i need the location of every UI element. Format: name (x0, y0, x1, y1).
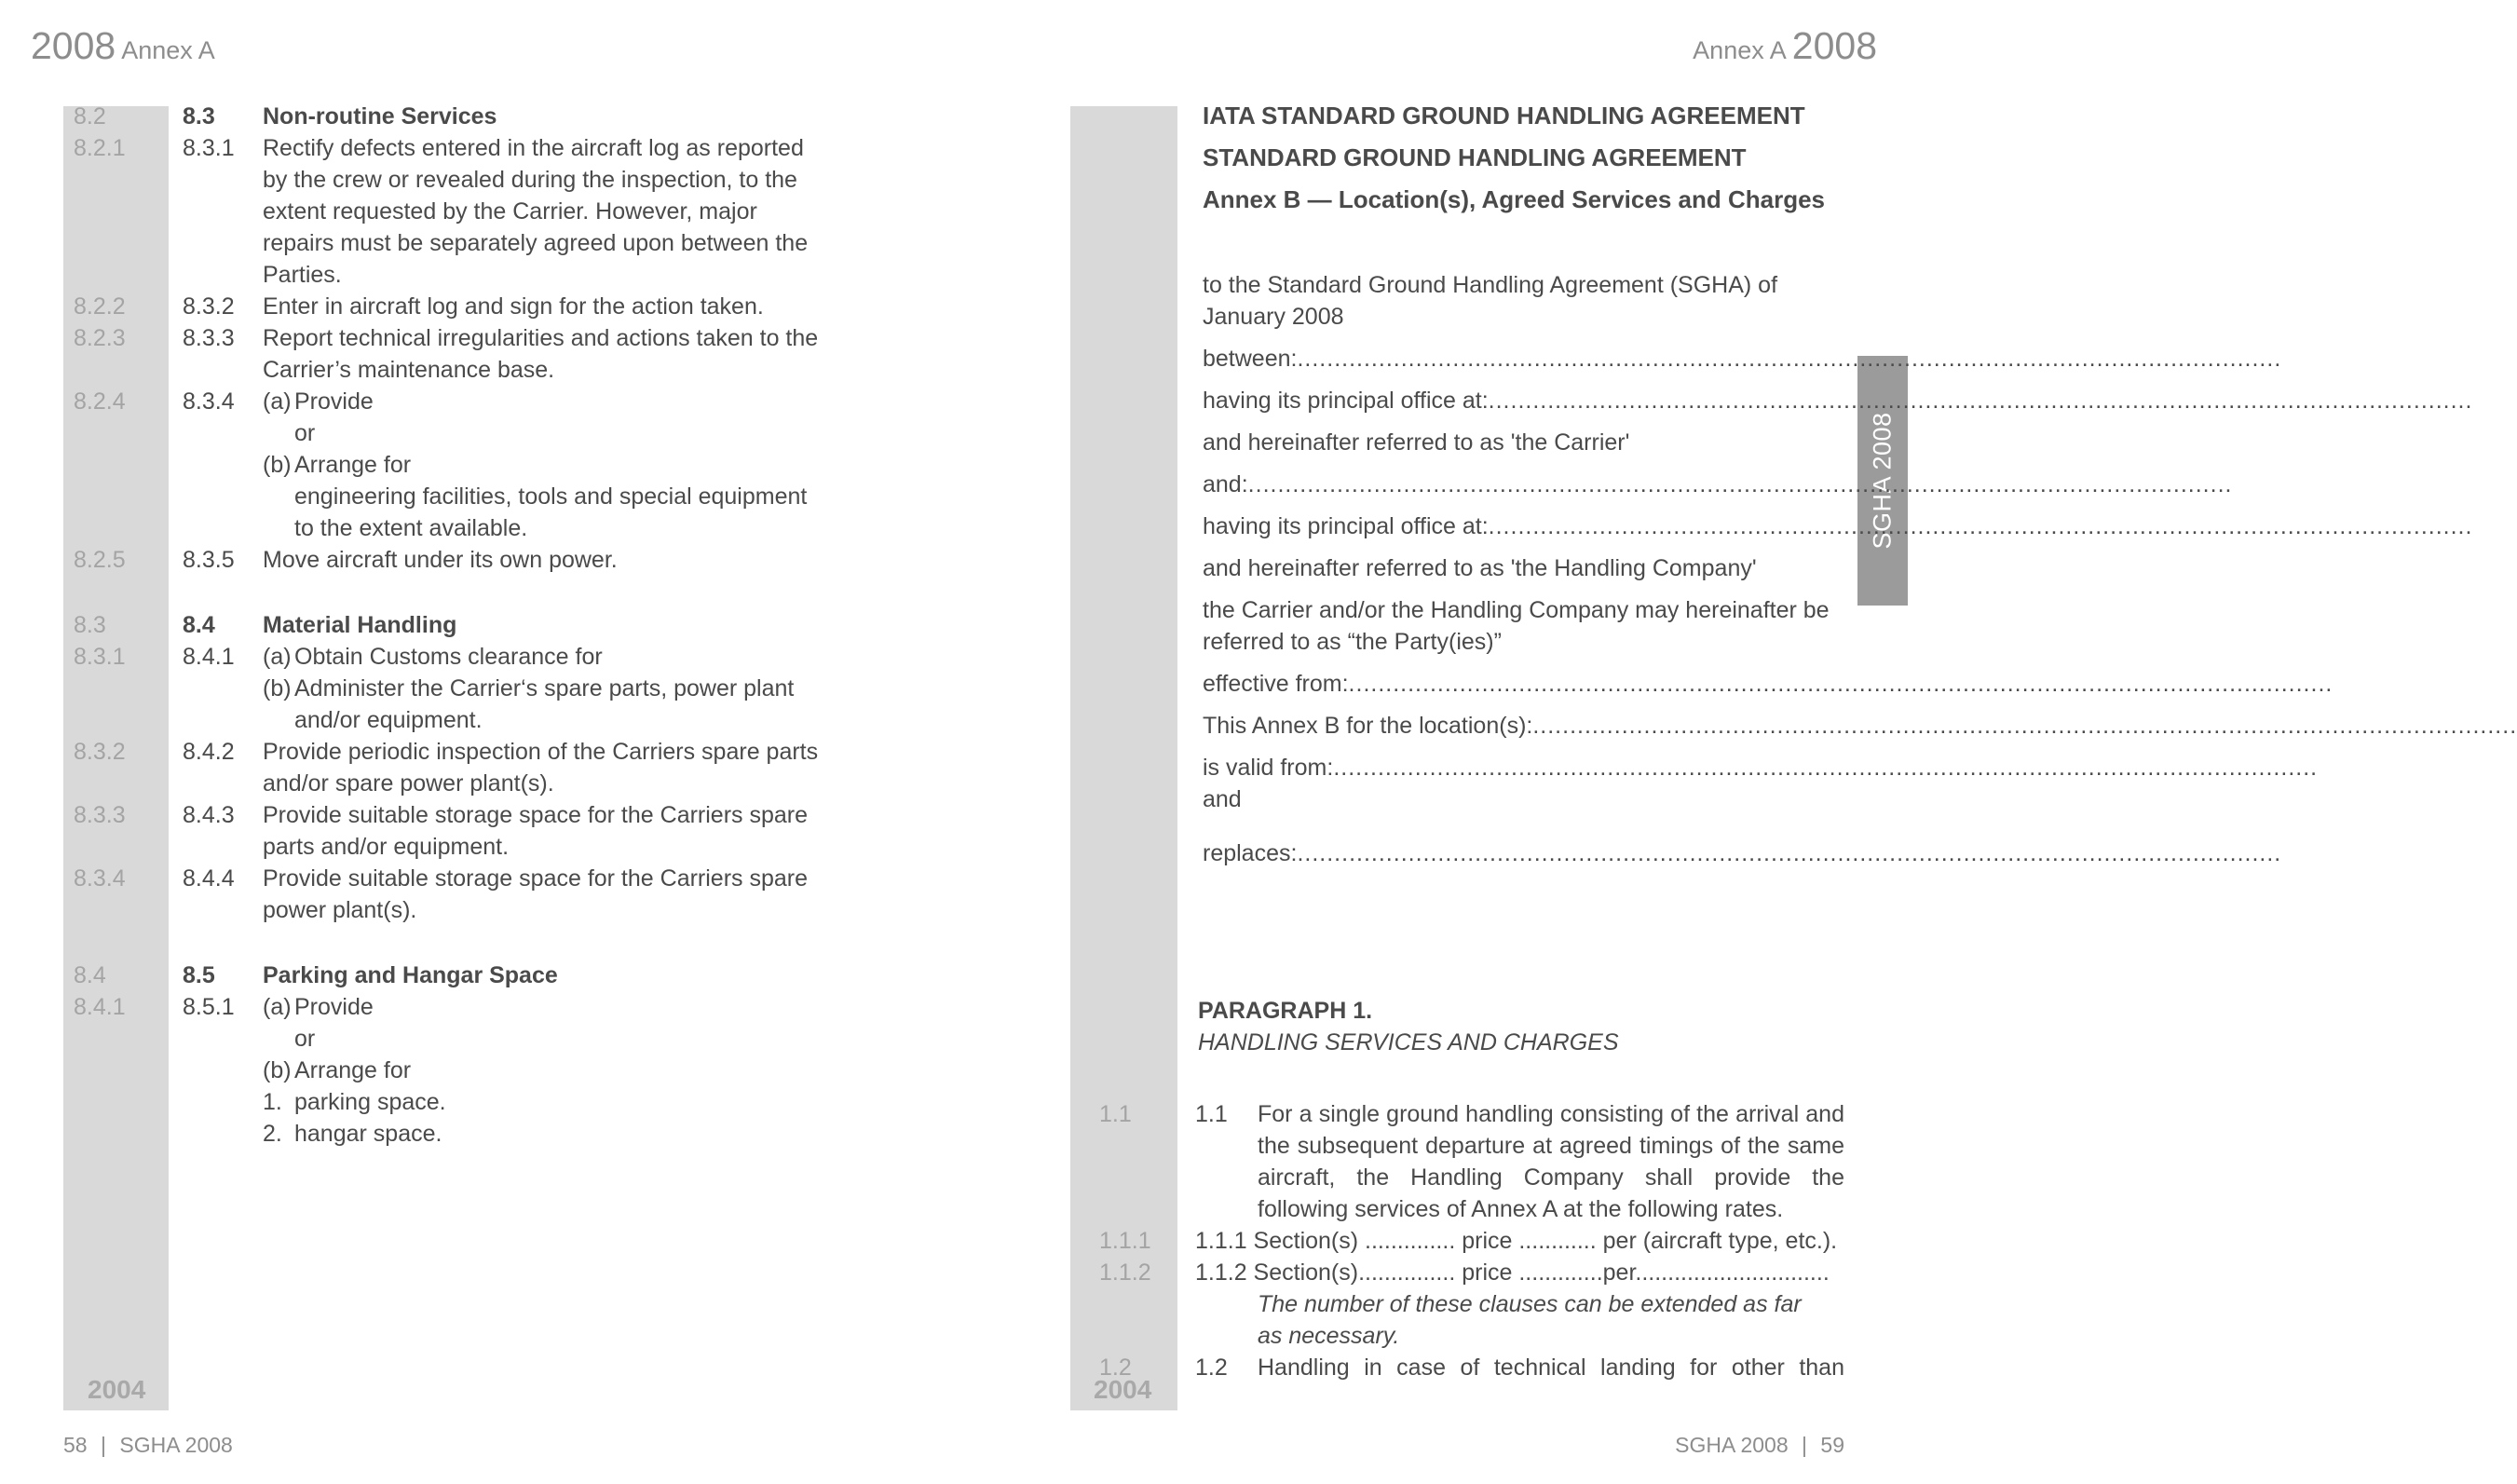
form-replaces-line: replaces: ..................................................................................................................................... (1203, 840, 2282, 866)
option-b: (b) Arrange for (263, 1057, 412, 1083)
section-title: Parking and Hangar Space (263, 962, 558, 988)
clause-number: 8.3.3 (183, 325, 235, 351)
paragraph-heading: PARAGRAPH 1. (1198, 998, 1373, 1024)
clause-text: Handling in case of technical landing for other than (1258, 1355, 1844, 1381)
form-office-line-2: having its principal office at: ..................................................................................................................................... (1203, 513, 2473, 539)
doc-title-sgha: STANDARD GROUND HANDLING AGREEMENT (1203, 143, 1747, 171)
clause-number: 8.3.2 (183, 293, 235, 320)
old-number: 1.1.2 (1099, 1259, 1151, 1286)
page-number: 59 (1820, 1433, 1844, 1457)
section-title: Non-routine Services (263, 103, 497, 129)
clause-text: Move aircraft under its own power. (263, 547, 618, 573)
form-intro: to the Standard Ground Handling Agreement (SGHA) of January 2008 (1203, 272, 1778, 330)
option-or: or (294, 420, 316, 446)
side-tab-label: SGHA 2008 (1868, 412, 1897, 550)
section-title: Material Handling (263, 612, 457, 638)
doc-title-iata: IATA STANDARD GROUND HANDLING AGREEMENT (1203, 102, 1805, 129)
old-number: 8.2.2 (74, 293, 126, 320)
list-item-1: 1. parking space. (263, 1089, 446, 1115)
old-number: 8.4 (74, 962, 106, 988)
old-number: 8.2.5 (74, 547, 126, 573)
clause-note-line-2: as necessary. (1258, 1323, 1400, 1349)
old-number: 8.3 (74, 612, 106, 638)
page-number: 58 (63, 1433, 88, 1457)
form-location-line: This Annex B for the location(s): ..................................................................................................................................... (1203, 713, 2517, 739)
right-gutter-year: 2004 (1094, 1375, 1152, 1404)
clause-note-line-1: The number of these clauses can be extended as far (1258, 1291, 1802, 1317)
header-year: 2008 (31, 24, 116, 67)
clause-text: Rectify defects entered in the aircraft log as reported by the crew or revealed during the inspection, to the extent requested by the Carrier. However, major repairs must be separately agreed upon between the Parties. (263, 135, 809, 288)
old-number: 8.2.1 (74, 135, 126, 161)
option-or: or (294, 1026, 316, 1052)
footer-title: SGHA 2008 (1675, 1433, 1789, 1457)
old-number: 8.3.4 (74, 865, 126, 892)
header-year: 2008 (1791, 24, 1877, 67)
form-and-line: and: ..................................................................................................................................... (1203, 471, 2233, 497)
clause-text: 1.1.1 Section(s) .............. price ............ per (aircraft type, etc.). (1195, 1228, 1838, 1254)
clause-number: 8.3.4 (183, 388, 235, 415)
old-number: 1.1 (1099, 1101, 1132, 1127)
clause-text: Report technical irregularities and actions taken to the Carrier’s maintenance base. (263, 325, 819, 383)
right-page-footer: SGHA 2008 | 59 (1675, 1433, 1844, 1457)
header-label: Annex A (121, 36, 215, 64)
old-number: 8.3.1 (74, 644, 126, 670)
left-gutter-year: 2004 (88, 1375, 146, 1404)
clause-number: 1.1 (1195, 1101, 1228, 1127)
section-number: 8.5 (183, 962, 215, 988)
clause-text: Provide periodic inspection of the Carriers spare parts and/or spare power plant(s). (263, 739, 819, 796)
form-party-ref: the Carrier and/or the Handling Company may hereinafter be referred to as “the Party(ies)” (1203, 597, 1830, 655)
old-number: 8.3.3 (74, 802, 126, 828)
clause-text: 1.1.2 Section(s)............... price .............per.............................. (1195, 1259, 1830, 1286)
clause-number: 8.5.1 (183, 994, 235, 1020)
right-page-header (1693, 24, 1877, 68)
option-b: (b) Administer the Carrier‘s spare parts, power plant (263, 675, 795, 701)
right-gutter-bar (1070, 106, 1177, 1410)
clause-text: Provide suitable storage space for the Carriers spare power plant(s). (263, 865, 809, 923)
list-item-2: 2. hangar space. (263, 1121, 442, 1147)
clause-text: For a single ground handling consisting of the arrival and the subsequent departure at agreed timings of the same aircraft, the Handling Company shall provide the following services of Annex A at the following rates. (1258, 1101, 1844, 1222)
form-carrier-ref: and hereinafter referred to as 'the Carrier' (1203, 429, 1630, 456)
clause-number: 8.4.3 (183, 802, 235, 828)
option-b: (b) Arrange for (263, 452, 412, 478)
old-number: 1.2 (1099, 1355, 1132, 1381)
section-number: 8.4 (183, 612, 215, 638)
form-and-2: and (1203, 786, 1242, 812)
option-a: (a) Provide (263, 994, 374, 1020)
old-number: 8.2.3 (74, 325, 126, 351)
section-number: 8.3 (183, 103, 215, 129)
old-number: 8.3.2 (74, 739, 126, 765)
clause-number: 8.4.1 (183, 644, 235, 670)
doc-title-annex-b: Annex B — Location(s), Agreed Services and Charges (1203, 185, 1825, 213)
clause-number: 8.3.1 (183, 135, 235, 161)
form-valid-line: is valid from: ..................................................................................................................................... (1203, 755, 2319, 781)
clause-number: 8.3.5 (183, 547, 235, 573)
left-page-header (31, 24, 215, 68)
old-number: 8.4.1 (74, 994, 126, 1020)
option-detail-line-1: engineering facilities, tools and special equipment (294, 483, 808, 510)
footer-title: SGHA 2008 (119, 1433, 233, 1457)
clause-number: 8.4.2 (183, 739, 235, 765)
old-number: 8.2 (74, 103, 106, 129)
clause-text: Provide suitable storage space for the Carriers spare parts and/or equipment. (263, 802, 809, 860)
form-between-line: between: ..................................................................................................................................... (1203, 346, 2282, 372)
clause-number: 8.4.4 (183, 865, 235, 892)
option-detail-line-2: to the extent available. (294, 515, 528, 541)
old-number: 1.1.1 (1099, 1228, 1151, 1254)
option-a: (a) Obtain Customs clearance for (263, 644, 603, 670)
header-label: Annex A (1693, 36, 1786, 64)
clause-text: Enter in aircraft log and sign for the action taken. (263, 293, 764, 320)
option-b-continuation: and/or equipment. (294, 707, 483, 733)
left-page-footer: 58 | SGHA 2008 (63, 1433, 233, 1457)
option-a: (a) Provide (263, 388, 374, 415)
paragraph-subheading: HANDLING SERVICES AND CHARGES (1198, 1029, 1619, 1055)
old-number: 8.2.4 (74, 388, 126, 415)
form-handler-ref: and hereinafter referred to as 'the Handling Company' (1203, 555, 1757, 581)
clause-number: 1.2 (1195, 1355, 1228, 1381)
form-office-line-1: having its principal office at: ..................................................................................................................................... (1203, 388, 2473, 414)
form-effective-line: effective from: ..................................................................................................................................... (1203, 671, 2333, 697)
